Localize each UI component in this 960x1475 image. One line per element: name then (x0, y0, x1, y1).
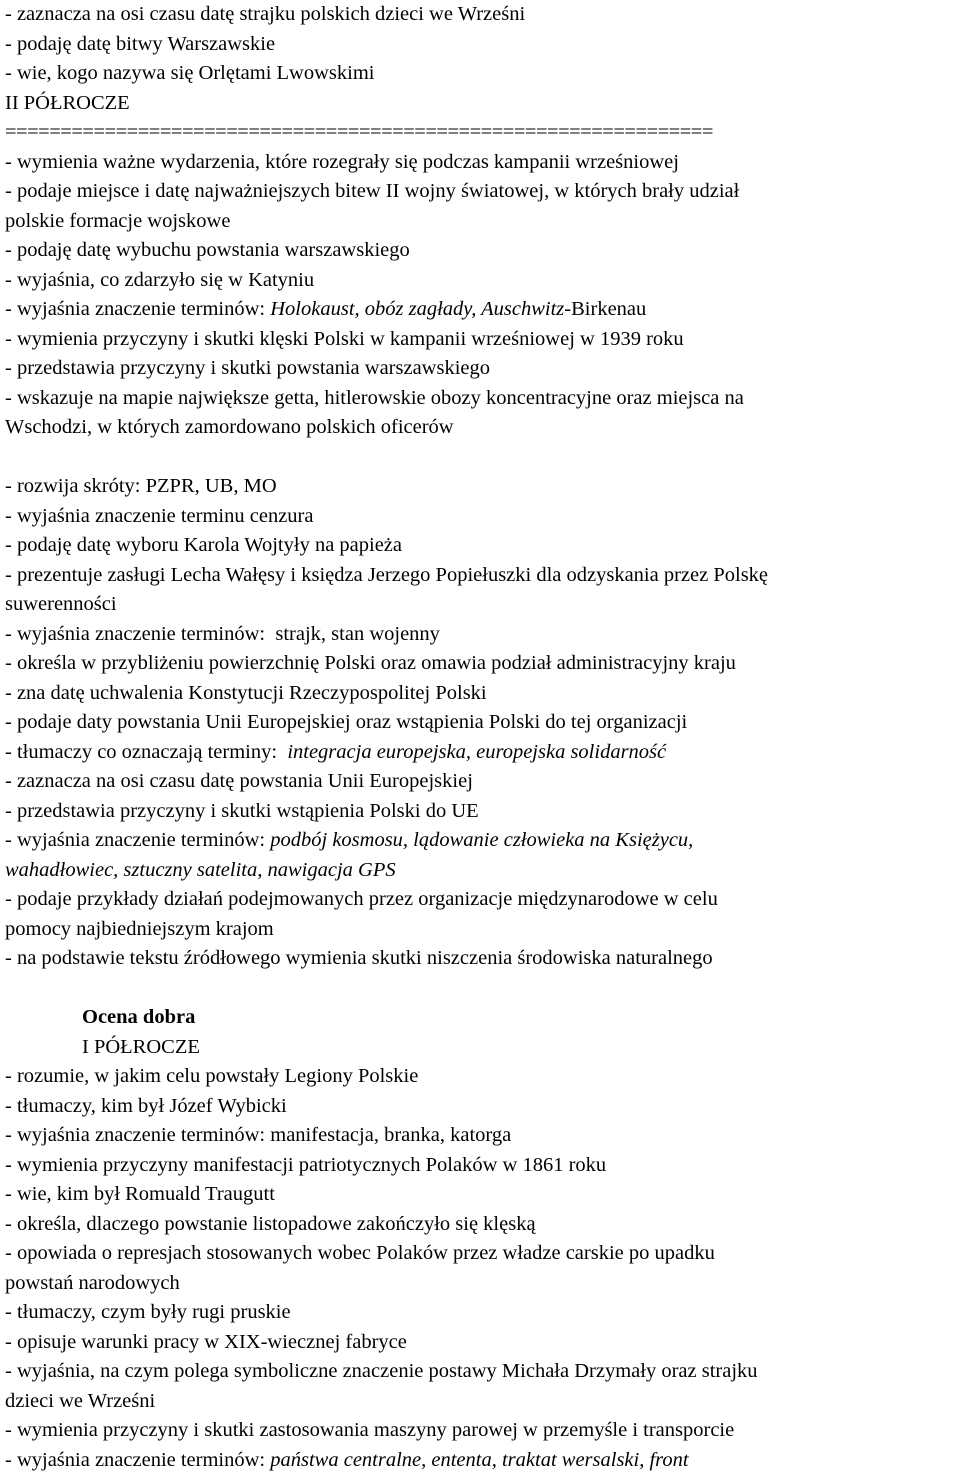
text-span: - wyjaśnia znaczenie terminów: (5, 298, 270, 320)
text-line: - zaznacza na osi czasu datę strajku polskich dzieci we Wrześni (5, 0, 957, 30)
text-line: - wie, kim był Romuald Traugutt (5, 1180, 957, 1210)
text-line: - wyjaśnia, na czym polega symboliczne znaczenie postawy Michała Drzymały oraz strajku (5, 1357, 957, 1387)
text-line-kosmos (5, 826, 957, 856)
text-line: - wyjaśnia znaczenie terminu cenzura (5, 502, 957, 532)
text-line: - wyjaśnia, co zdarzyło się w Katyniu (5, 266, 957, 296)
text-line: - wie, kogo nazywa się Orlętami Lwowskimi (5, 59, 957, 89)
text-line: - określa, dlaczego powstanie listopadowe zakończyło się klęską (5, 1210, 957, 1240)
section-title-ocena-dobra: Ocena dobra (5, 1003, 957, 1033)
text-line: - opowiada o represjach stosowanych wobec Polaków przez władze carskie po upadku (5, 1239, 957, 1269)
text-line: - wymienia przyczyny i skutki klęski Polski w kampanii wrześniowej w 1939 roku (5, 325, 957, 355)
text-line: - podaje przykłady działań podejmowanych przez organizacje międzynarodowe w celu (5, 885, 957, 915)
italic-terms: podbój kosmosu, lądowanie człowieka na Księżycu, (270, 829, 693, 851)
text-line: - tłumaczy, kim był Józef Wybicki (5, 1092, 957, 1122)
text-line: - podaje daty powstania Unii Europejskiej oraz wstąpienia Polski do tej organizacji (5, 708, 957, 738)
text-line: - rozwija skróty: PZPR, UB, MO (5, 472, 957, 502)
separator-line: ================================================================ (5, 118, 957, 148)
text-line: - wyjaśnia znaczenie terminów: strajk, stan wojenny (5, 620, 957, 650)
text-span: - wyjaśnia znaczenie terminów: (5, 1449, 270, 1471)
text-line: - wymienia przyczyny i skutki zastosowania maszyny parowej w przemyśle i transporcie (5, 1416, 957, 1446)
text-span: - tłumaczy co oznaczają terminy: (5, 741, 287, 763)
text-line: polskie formacje wojskowe (5, 207, 957, 237)
text-line: - przedstawia przyczyny i skutki wstąpienia Polski do UE (5, 797, 957, 827)
blank-line (5, 443, 957, 473)
text-span: -Birkenau (564, 298, 646, 320)
document-page (5, 0, 957, 1475)
italic-terms: Holokaust, obóz zagłady, Auschwitz (270, 298, 564, 320)
text-line: - zaznacza na osi czasu datę powstania Unii Europejskiej (5, 767, 957, 797)
text-line: - wyjaśnia znaczenie terminów: manifestacja, branka, katorga (5, 1121, 957, 1151)
italic-terms: integracja europejska, europejska solidarność (287, 741, 666, 763)
text-line: - przedstawia przyczyny i skutki powstania warszawskiego (5, 354, 957, 384)
blank-line (5, 974, 957, 1004)
text-line: dzieci we Wrześni (5, 1387, 957, 1417)
italic-terms: państwa centralne, ententa, traktat wersalski, front (270, 1449, 688, 1471)
text-line: - wskazuje na mapie największe getta, hitlerowskie obozy koncentracyjne oraz miejsca na (5, 384, 957, 414)
section-heading-ii-polrocze: II PÓŁROCZE (5, 89, 957, 119)
section-subtitle-i-polrocze: I PÓŁROCZE (5, 1033, 957, 1063)
text-line: - opisuje warunki pracy w XIX-wiecznej fabryce (5, 1328, 957, 1358)
text-line-holokaust (5, 295, 957, 325)
text-line: pomocy najbiedniejszym krajom (5, 915, 957, 945)
text-line-integracja (5, 738, 957, 768)
text-line: - wymienia przyczyny manifestacji patriotycznych Polaków w 1861 roku (5, 1151, 957, 1181)
text-line: - podaję datę wybuchu powstania warszawskiego (5, 236, 957, 266)
text-line: - określa w przybliżeniu powierzchnię Polski oraz omawia podział administracyjny kraju (5, 649, 957, 679)
text-line: - na podstawie tekstu źródłowego wymienia skutki niszczenia środowiska naturalnego (5, 944, 957, 974)
text-line: suwerenności (5, 590, 957, 620)
text-line: - wymienia ważne wydarzenia, które rozegrały się podczas kampanii wrześniowej (5, 148, 957, 178)
text-line: - zna datę uchwalenia Konstytucji Rzeczypospolitej Polski (5, 679, 957, 709)
text-line: Wschodzi, w których zamordowano polskich oficerów (5, 413, 957, 443)
text-line: - podaję datę bitwy Warszawskie (5, 30, 957, 60)
text-line: - tłumaczy, czym były rugi pruskie (5, 1298, 957, 1328)
text-line: - prezentuje zasługi Lecha Wałęsy i księdza Jerzego Popiełuszki dla odzyskania przez Polskę (5, 561, 957, 591)
text-line: - podaje miejsce i datę najważniejszych bitew II wojny światowej, w których brały udział (5, 177, 957, 207)
text-line-kosmos-cont: wahadłowiec, sztuczny satelita, nawigacja GPS (5, 856, 957, 886)
text-line: - podaję datę wyboru Karola Wojtyły na papieża (5, 531, 957, 561)
text-span: - wyjaśnia znaczenie terminów: (5, 829, 270, 851)
text-line: powstań narodowych (5, 1269, 957, 1299)
text-line: - rozumie, w jakim celu powstały Legiony Polskie (5, 1062, 957, 1092)
text-line-last (5, 1446, 957, 1475)
